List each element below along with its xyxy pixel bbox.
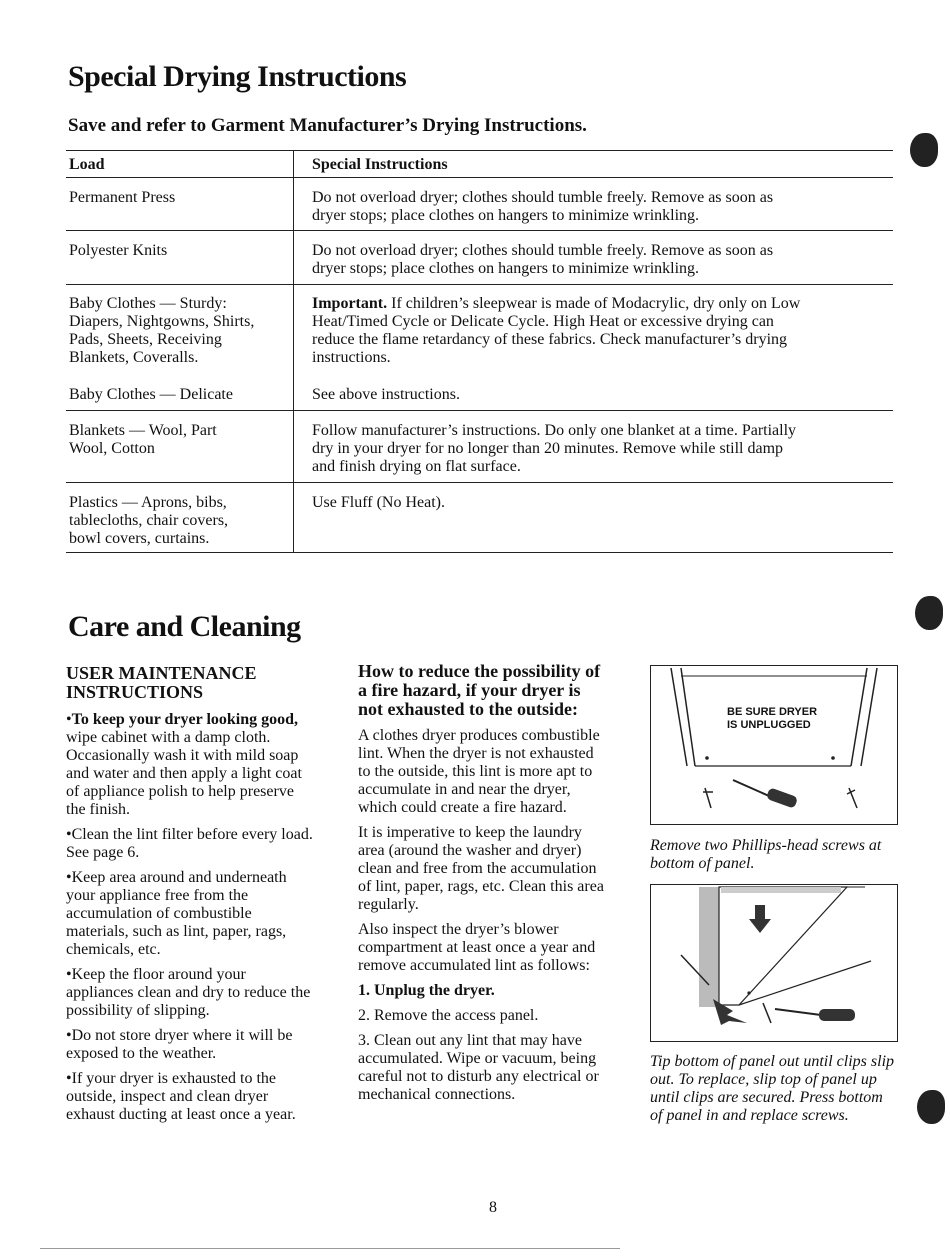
figure-unplug-screws xyxy=(650,665,898,825)
table-row-load: Baby Clothes — Delicate xyxy=(69,386,233,403)
user-maintenance-column xyxy=(66,664,314,1131)
table-row-instructions: Use Fluff (No Heat). xyxy=(312,494,446,511)
page-tab-marker-bottom xyxy=(917,1090,945,1124)
figure-tip-panel xyxy=(650,884,898,1042)
list-item: • Do not store dryer where it will be exposed to the weather. xyxy=(66,1027,314,1063)
table-row-instructions: Important. If children’s sleepwear is made of Modacrylic, dry only on Low Heat/Timed Cycle or Delicate Cycle. High Heat or excessive drying can reduce the flame retardancy of these fabrics. Check manufacturer’s drying instructions. xyxy=(312,295,801,366)
bottom-scan-edge xyxy=(40,1248,620,1249)
step-item: 1. Unplug the dryer. xyxy=(358,982,495,999)
fire-hazard-heading: How to reduce the possibility of a fire hazard, if your dryer is not exhausted to the outside: xyxy=(358,661,601,719)
user-maintenance-heading: USER MAINTENANCE INSTRUCTIONS xyxy=(66,663,257,702)
page-number: 8 xyxy=(489,1199,497,1216)
list-item: • Keep area around and underneath your appliance free from the accumulation of combustible materials, such as lint, paper, rags, chemicals, etc. xyxy=(66,869,314,959)
table-row-load: Permanent Press xyxy=(69,189,176,206)
page-tab-marker-top xyxy=(910,133,938,167)
list-item: • Keep the floor around your appliances clean and dry to reduce the possibility of slipping. xyxy=(66,966,314,1020)
table-row-instructions: See above instructions. xyxy=(312,386,460,403)
table-row-load: Baby Clothes — Sturdy: Diapers, Nightgowns, Shirts, Pads, Sheets, Receiving Blankets, Coveralls. xyxy=(69,295,255,366)
table-header-instructions: Special Instructions xyxy=(312,156,448,173)
figure-caption-1: Remove two Phillips-head screws at bottom of panel. xyxy=(650,837,882,872)
table-row-load: Polyester Knits xyxy=(69,242,168,259)
figure-caption-2: Tip bottom of panel out until clips slip out. To replace, slip top of panel up until clips are secured. Press bottom of panel in and replace screws. xyxy=(650,1053,895,1124)
panel-removal-illustration xyxy=(651,885,897,1041)
step-item: 3. Clean out any lint that may have accumulated. Wipe or vacuum, being careful not to disturb any electrical or mechanical connections. xyxy=(358,1032,599,1103)
section-title-care-cleaning: Care and Cleaning xyxy=(68,610,301,643)
section-title-special-drying: Special Drying Instructions xyxy=(68,60,407,93)
paragraph: Also inspect the dryer’s blower compartment at least once a year and remove accumulated lint as follows: xyxy=(358,921,596,974)
table-row-load: Blankets — Wool, Part Wool, Cotton xyxy=(69,422,217,457)
section-subtitle: Save and refer to Garment Manufacturer’s Drying Instructions. xyxy=(68,115,587,136)
table-header-load: Load xyxy=(69,156,105,173)
fire-hazard-column xyxy=(358,662,608,1111)
dryer-panel-illustration xyxy=(651,666,897,824)
table-row-instructions: Do not overload dryer; clothes should tumble freely. Remove as soon as dryer stops; place clothes on hangers to minimize wrinkling. xyxy=(312,242,774,277)
table-row-load: Plastics — Aprons, bibs, tablecloths, chair covers, bowl covers, curtains. xyxy=(69,494,229,547)
unplug-warning-label: BE SURE DRYER IS UNPLUGGED xyxy=(727,706,818,731)
table-row-instructions: Follow manufacturer’s instructions. Do only one blanket at a time. Partially dry in your dryer for no longer than 20 minutes. Remove while still damp and finish drying on flat surface. xyxy=(312,422,797,475)
list-item: • To keep your dryer looking good, wipe cabinet with a damp cloth. Occasionally wash it with mild soap and water and then apply a light coat of appliance polish to help preserve the finish. xyxy=(66,711,314,819)
important-label: Important. xyxy=(312,295,388,312)
list-item: • Clean the lint filter before every load. See page 6. xyxy=(66,826,314,862)
table-row-instructions: Do not overload dryer; clothes should tumble freely. Remove as soon as dryer stops; place clothes on hangers to minimize wrinkling. xyxy=(312,189,774,224)
paragraph: It is imperative to keep the laundry area (around the washer and dryer) clean and free from the accumulation of lint, paper, rags, etc. Clean this area regularly. xyxy=(358,824,604,913)
page-tab-marker-middle xyxy=(915,596,943,630)
paragraph: A clothes dryer produces combustible lint. When the dryer is not exhausted to the outside, this lint is more apt to accumulate in and near the dryer, which could create a fire hazard. xyxy=(358,727,600,816)
step-item: 2. Remove the access panel. xyxy=(358,1007,539,1024)
list-item: • If your dryer is exhausted to the outside, inspect and clean dryer exhaust ducting at least once a year. xyxy=(66,1070,314,1124)
